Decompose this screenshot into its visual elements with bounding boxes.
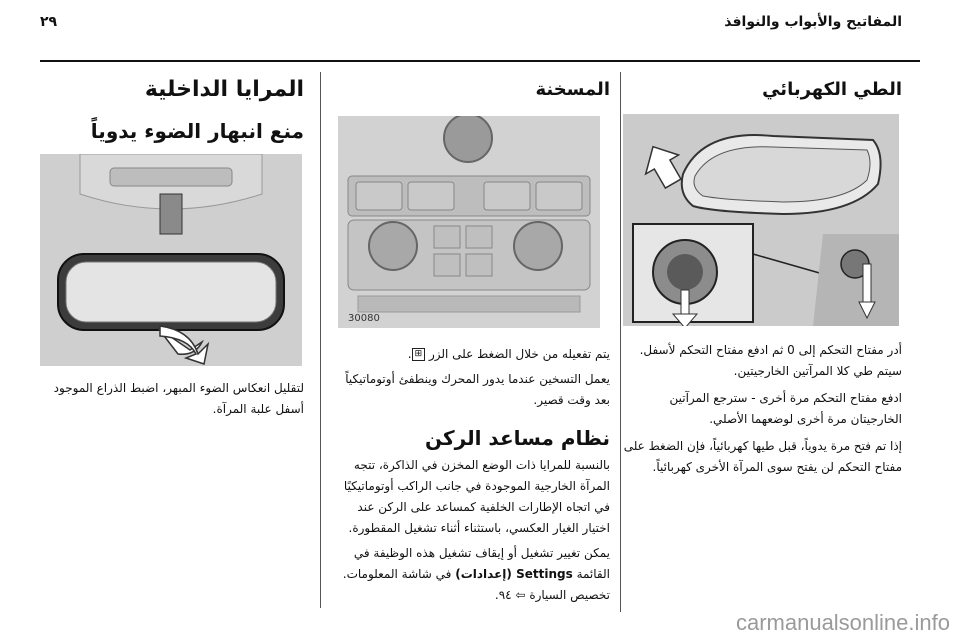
page-header bbox=[40, 14, 902, 38]
text-run: يتم تفعيله من خلال الضغط على الزر bbox=[428, 347, 610, 361]
climate-panel-figure bbox=[338, 116, 600, 328]
interior-mirror-figure bbox=[40, 154, 302, 366]
text-run: يمكن تغيير تشغيل أو إيقاف تشغيل هذه الوظيفة في القائمة bbox=[353, 546, 610, 581]
text-run: في شاشة المعلومات. تخصيص السيارة bbox=[342, 567, 610, 602]
menu-name: Settings (إعدادات) bbox=[455, 567, 573, 581]
paragraph: يتم تفعيله من خلال الضغط على الزر ⊞. bbox=[407, 347, 610, 361]
column-electric-folding bbox=[620, 66, 902, 628]
page-reference[interactable]: ٩٤ bbox=[498, 588, 512, 602]
watermark: carmanualsonline.info bbox=[735, 610, 950, 635]
figure-code: 30080 bbox=[348, 313, 380, 324]
sub-heading: نظام مساعد الركن bbox=[425, 426, 610, 450]
paragraph: ادفع مفتاح التحكم مرة أخرى - سترجع المرآتين الخارجيتان مرة أخرى لوضعهما الأصلي. bbox=[669, 391, 902, 426]
mirror-folding-illustration bbox=[623, 114, 899, 326]
column-interior-mirrors bbox=[40, 66, 304, 628]
section-heading: المسخنة bbox=[535, 79, 610, 100]
header-rule bbox=[40, 60, 920, 62]
interior-mirror-illustration bbox=[40, 154, 302, 366]
column-heated-mirrors bbox=[330, 66, 610, 628]
paragraph: بالنسبة للمرايا ذات الوضع المخزن في الذاكرة، تتجه المرآة الخارجية الموجودة في جانب الراكب أوتوماتيكيًا في اتجاه الإطارات الخلفية كمساعد على الركن عند اختيار الغيار العكسي، باستثناء أثناء تشغيل المقطورة. bbox=[343, 458, 610, 535]
rear-defrost-icon: ⊞ bbox=[412, 348, 426, 361]
section-heading: المرايا الداخلية bbox=[144, 77, 304, 102]
sub-heading: منع انبهار الضوء يدوياً bbox=[90, 119, 304, 143]
page-reference-icon: ⇦ bbox=[515, 588, 526, 602]
paragraph: أدر مفتاح التحكم إلى 0 ثم ادفع مفتاح التحكم لأسفل. سيتم طي كلا المرآتين الخارجيتين. bbox=[639, 343, 902, 378]
chapter-title: المفاتيح والأبواب والنوافذ bbox=[724, 14, 902, 30]
paragraph: إذا تم فتح مرة يدوياً، قبل طيها كهربائياً، فإن الضغط على مفتاح التحكم لن يفتح سوى المرآة الأخرى كهربائياً. bbox=[623, 439, 902, 474]
paragraph: يعمل التسخين عندما يدور المحرك وينطفئ أوتوماتيكياً بعد وقت قصير. bbox=[345, 372, 610, 407]
paragraph: لتقليل انعكاس الضوء المبهر، اضبط الذراع الموجود أسفل علبة المرآة. bbox=[53, 381, 304, 416]
climate-panel-illustration bbox=[338, 116, 600, 328]
page-number: ٢٩ bbox=[40, 14, 58, 30]
column-divider bbox=[320, 72, 321, 608]
paragraph: يمكن تغيير تشغيل أو إيقاف تشغيل هذه الوظيفة في القائمة Settings (إعدادات) في شاشة المعلومات. تخصيص السيارة ⇦ ٩٤. bbox=[342, 546, 610, 602]
mirror-folding-figure bbox=[623, 114, 899, 326]
section-heading: الطي الكهربائي bbox=[762, 79, 902, 100]
